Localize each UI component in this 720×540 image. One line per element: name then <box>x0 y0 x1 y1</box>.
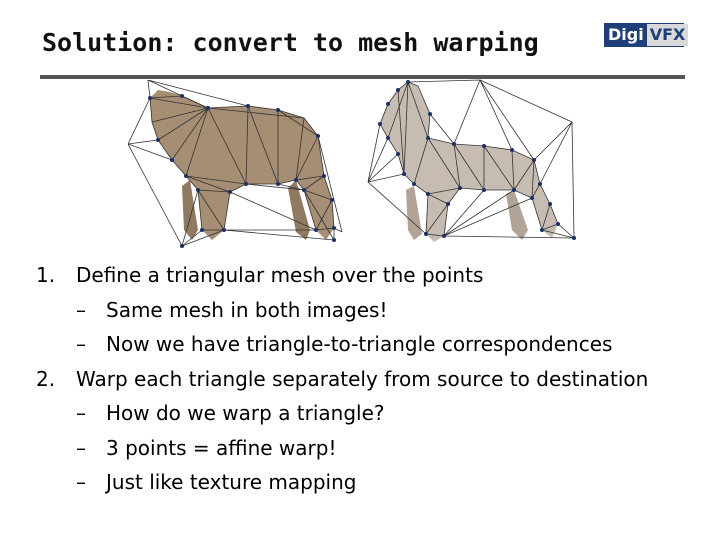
item-text: Warp each triangle separately from source to destination <box>76 366 649 391</box>
dash: – <box>76 401 86 425</box>
list-item <box>0 258 720 293</box>
sub-item-text: How do we warp a triangle? <box>106 401 385 425</box>
digivfx-logo: Digi VFX <box>604 23 684 47</box>
source-dog-mesh-image <box>128 80 348 252</box>
sub-list-item <box>0 431 720 466</box>
sub-item-text: 3 points = affine warp! <box>106 435 337 460</box>
dash: – <box>76 435 86 460</box>
list-item <box>0 362 720 397</box>
dash: – <box>76 297 86 322</box>
sub-list-item <box>0 293 720 328</box>
sub-item-text: Now we have triangle-to-triangle correspondences <box>106 332 613 356</box>
slide-title: Solution: convert to mesh warping <box>42 28 539 57</box>
bullet-list <box>0 258 720 500</box>
sub-item-text: Same mesh in both images! <box>106 297 388 322</box>
dash: – <box>76 332 86 356</box>
title-underline <box>40 75 685 79</box>
item-text: Define a triangular mesh over the points <box>76 263 484 287</box>
sub-list-item <box>0 465 720 500</box>
sub-list-item <box>0 327 720 362</box>
item-number: 2. <box>36 366 56 391</box>
sub-list-item <box>0 396 720 431</box>
item-number: 1. <box>36 263 56 287</box>
dash: – <box>76 470 86 494</box>
sub-item-text: Just like texture mapping <box>106 470 357 494</box>
dog-silhouette <box>150 90 334 240</box>
destination-dog-mesh-image <box>364 74 580 252</box>
